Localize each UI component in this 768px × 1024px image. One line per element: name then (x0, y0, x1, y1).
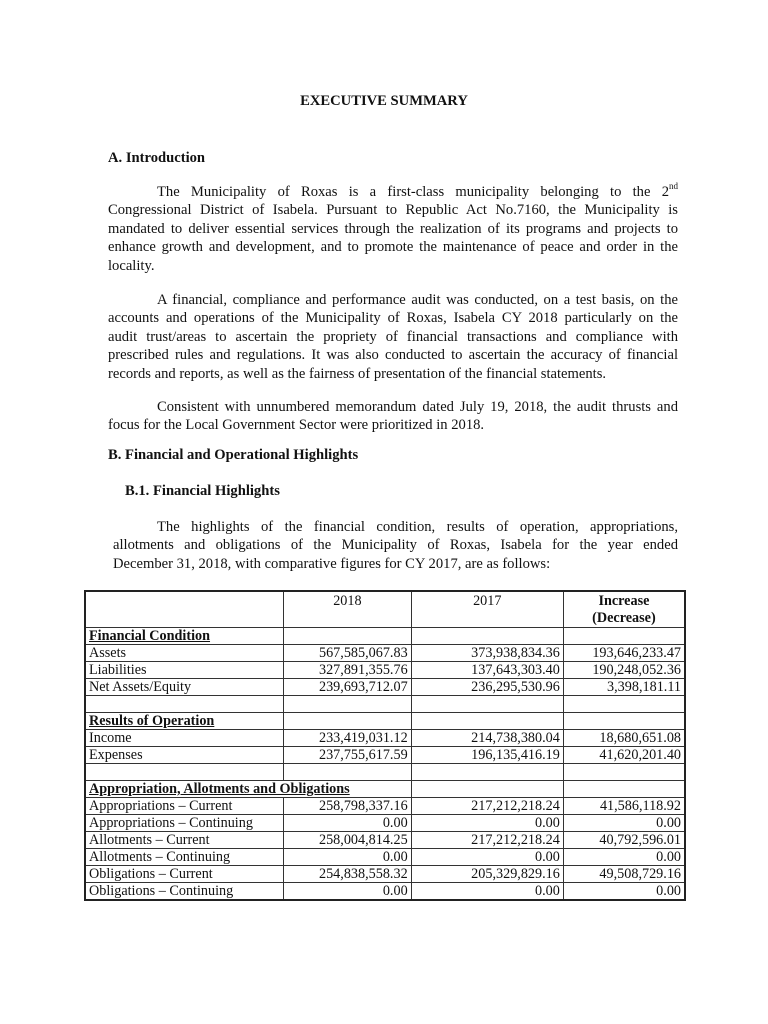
paragraph-line: focus for the Local Government Sector were prioritized in 2018. (108, 417, 485, 434)
row-label: Expenses (85, 747, 284, 764)
table-row (85, 645, 685, 662)
paragraph-line: accounts and operations of the Municipality of Roxas, Isabela CY 2018 particularly on the (108, 310, 678, 327)
paragraph-line: December 31, 2018, with comparative figures for CY 2017, are as follows: (113, 555, 551, 572)
intro-paragraph-2 (108, 291, 678, 383)
row-label: Obligations – Current (85, 866, 284, 883)
value-2017: 373,938,834.36 (411, 645, 563, 662)
value-2017: 0.00 (411, 815, 563, 832)
intro-paragraph-1 (108, 183, 678, 275)
paragraph-line: enhance growth and development, and to promote the maintenance of peace and order in the (108, 239, 678, 256)
value-2018: 254,838,558.32 (284, 866, 412, 883)
row-label: Assets (85, 645, 284, 662)
paragraph-line: A financial, compliance and performance audit was conducted, on a test basis, on the (157, 292, 678, 308)
table-row (85, 679, 685, 696)
document-title: EXECUTIVE SUMMARY (300, 93, 468, 109)
table-row (85, 883, 685, 901)
value-2018: 0.00 (284, 815, 412, 832)
value-change: 3,398,181.11 (563, 679, 685, 696)
value-2017: 217,212,218.24 (411, 798, 563, 815)
paragraph-line: audit trust/areas to ascertain the propriety of financial transactions and compliance with (108, 328, 678, 345)
row-label: Allotments – Continuing (85, 849, 284, 866)
table-row (85, 866, 685, 883)
value-change: 41,586,118.92 (563, 798, 685, 815)
table-row (85, 747, 685, 764)
section-header-row (85, 628, 685, 645)
value-2017: 217,212,218.24 (411, 832, 563, 849)
paragraph-line: Congressional District of Isabela. Pursuant to Republic Act No.7160, the Municipality is (108, 202, 678, 219)
section-header-row (85, 781, 685, 798)
value-change: 41,620,201.40 (563, 747, 685, 764)
value-2018: 0.00 (284, 849, 412, 866)
row-label: Net Assets/Equity (85, 679, 284, 696)
header-2017: 2017 (411, 591, 563, 628)
section-label: Appropriation, Allotments and Obligations (89, 781, 350, 797)
financial-highlights-table (84, 590, 686, 901)
table-row (85, 798, 685, 815)
section-a-heading: A. Introduction (108, 150, 206, 166)
value-change: 0.00 (563, 815, 685, 832)
section-b1-heading: B.1. Financial Highlights (125, 483, 280, 499)
row-label: Allotments – Current (85, 832, 284, 849)
paragraph-line: records and reports, as well as the fairness of presentation of the financial statements. (108, 365, 607, 382)
value-change: 18,680,651.08 (563, 730, 685, 747)
table-row (85, 832, 685, 849)
paragraph-line: The Municipality of Roxas is a first-class municipality belonging to the 2nd (157, 181, 678, 200)
section-b-heading: B. Financial and Operational Highlights (108, 447, 359, 463)
row-label: Appropriations – Current (85, 798, 284, 815)
value-2017: 214,738,380.04 (411, 730, 563, 747)
value-change: 49,508,729.16 (563, 866, 685, 883)
value-change: 40,792,596.01 (563, 832, 685, 849)
section-header-row (85, 713, 685, 730)
paragraph-line: allotments and obligations of the Municipality of Roxas, Isabela for the year ended (113, 537, 678, 554)
row-label: Appropriations – Continuing (85, 815, 284, 832)
section-label: Financial Condition (89, 628, 211, 644)
value-change: 0.00 (563, 883, 685, 901)
table-row (85, 662, 685, 679)
header-blank (85, 591, 284, 628)
value-2018: 258,798,337.16 (284, 798, 412, 815)
value-2018: 239,693,712.07 (284, 679, 412, 696)
paragraph-line: The highlights of the financial condition, results of operation, appropriations, (157, 519, 678, 535)
value-2018: 567,585,067.83 (284, 645, 412, 662)
value-2017: 196,135,416.19 (411, 747, 563, 764)
table-row (85, 815, 685, 832)
value-change: 0.00 (563, 849, 685, 866)
paragraph-line: prescribed rules and regulations. It was also conducted to ascertain the accuracy of financial (108, 347, 678, 364)
value-change: 190,248,052.36 (563, 662, 685, 679)
paragraph-line: mandated to deliver essential services through the realization of its programs and projects to (108, 220, 678, 237)
row-label: Income (85, 730, 284, 747)
table-row (85, 730, 685, 747)
intro-paragraph-3 (108, 398, 678, 435)
row-label: Liabilities (85, 662, 284, 679)
value-2017: 205,329,829.16 (411, 866, 563, 883)
value-2017: 0.00 (411, 849, 563, 866)
section-label: Results of Operation (89, 713, 215, 729)
paragraph-line: Consistent with unnumbered memorandum dated July 19, 2018, the audit thrusts and (157, 399, 678, 415)
highlights-paragraph (113, 518, 678, 573)
value-2018: 237,755,617.59 (284, 747, 412, 764)
header-2018: 2018 (284, 591, 412, 628)
value-2018: 327,891,355.76 (284, 662, 412, 679)
row-label: Obligations – Continuing (85, 883, 284, 901)
value-2018: 258,004,814.25 (284, 832, 412, 849)
value-2018: 233,419,031.12 (284, 730, 412, 747)
paragraph-line: locality. (108, 257, 155, 274)
value-2017: 0.00 (411, 883, 563, 901)
value-2017: 236,295,530.96 (411, 679, 563, 696)
header-increase-decrease: Increase (Decrease) (563, 591, 685, 628)
value-change: 193,646,233.47 (563, 645, 685, 662)
value-2018: 0.00 (284, 883, 412, 901)
value-2017: 137,643,303.40 (411, 662, 563, 679)
table-row (85, 849, 685, 866)
table-header-row (85, 591, 685, 628)
